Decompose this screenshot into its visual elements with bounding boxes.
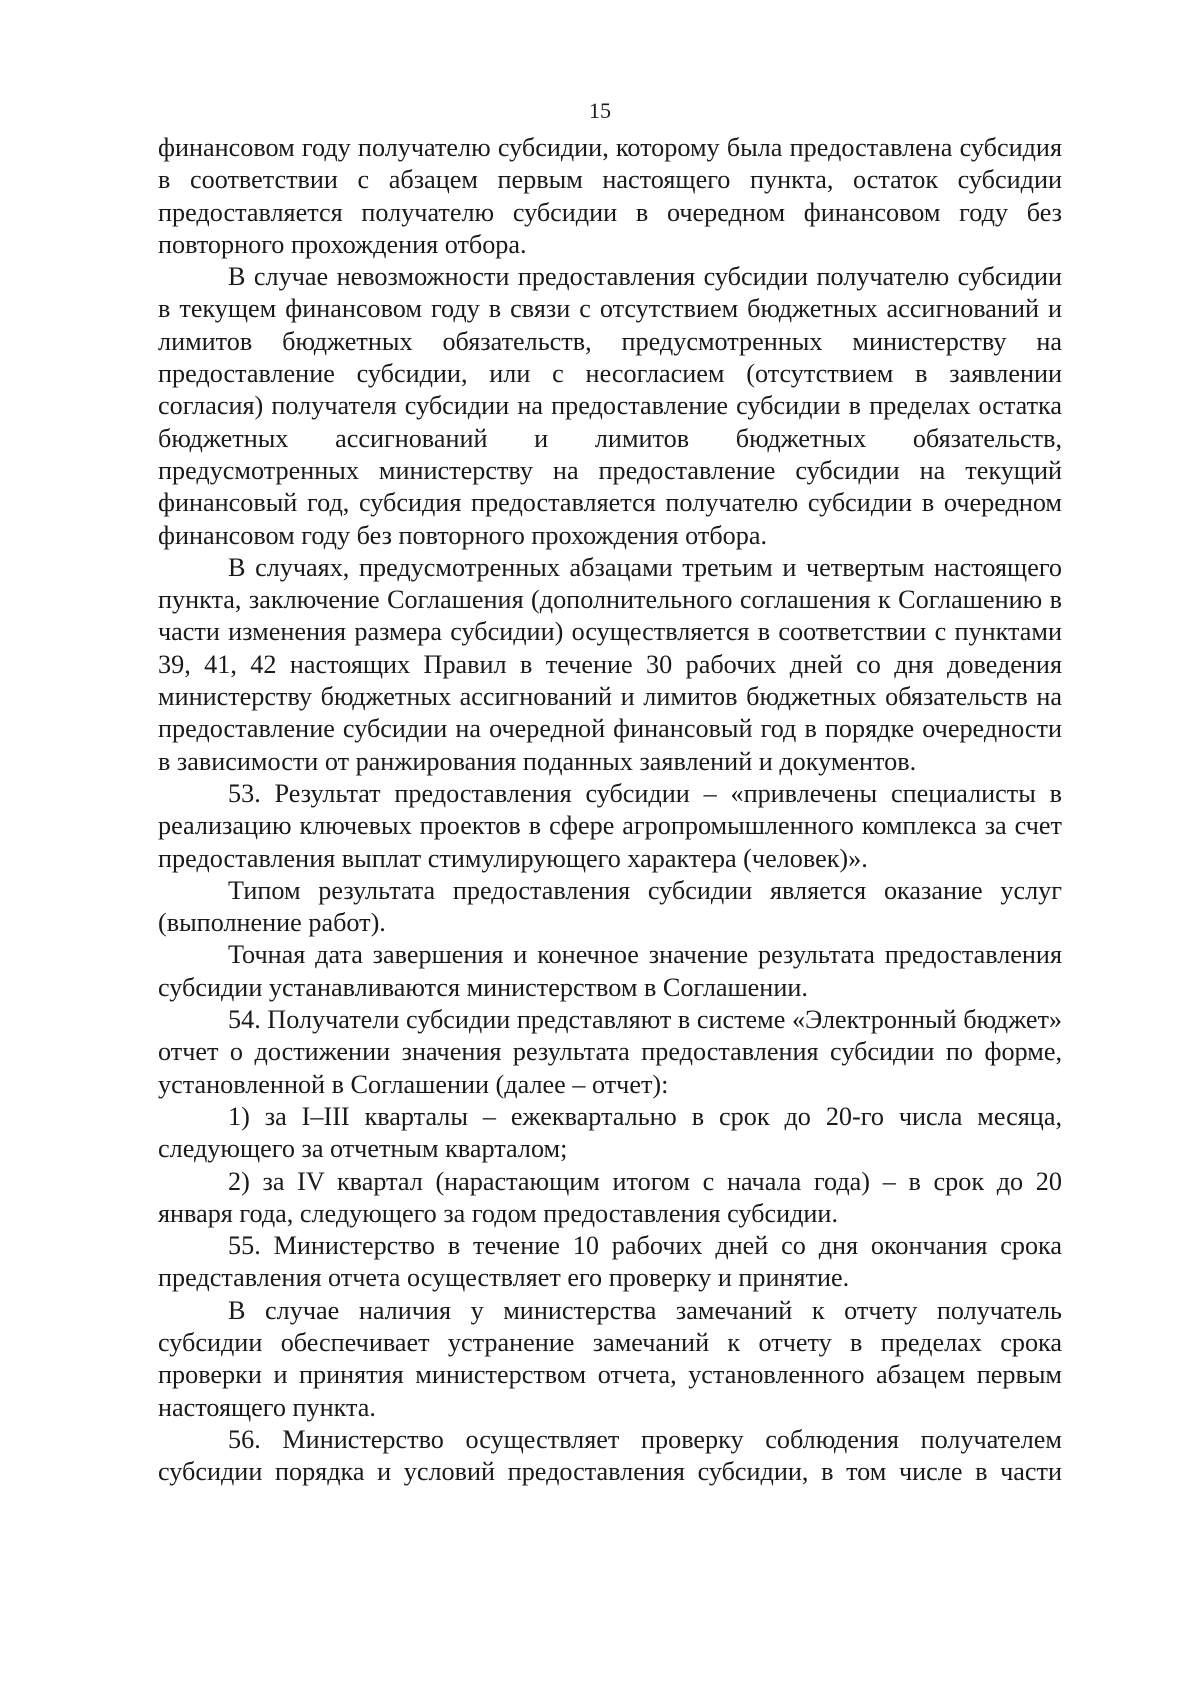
page-number: 15 bbox=[589, 98, 611, 123]
paragraph-remarks: В случае наличия у министерства замечаний к отчету получатель субсидии обеспечивает устранение замечаний к отчету в пределах срока проверки и принятия министерством отчета, установленного абзацем первым настоящего пункта. bbox=[158, 1295, 1062, 1422]
paragraph-item-54: 54. Получатели субсидии представляют в системе «Электронный бюджет» отчет о достижении значения результата предоставления субсидии по форме, установленной в Соглашении (далее – отчет): bbox=[158, 1005, 1062, 1099]
paragraph-item-56: 56. Министерство осуществляет проверку соблюдения получателем субсидии порядка и условий предоставления субсидии, в том числе в части bbox=[158, 1424, 1062, 1487]
paragraph-continuation: финансовом году получателю субсидии, которому была предоставлена субсидия в соответствии с абзацем первым настоящего пункта, остаток субсидии предоставляется получателю субсидии в очередном финансовом году без повторного прохождения отбора. bbox=[158, 133, 1062, 259]
paragraph-agreement-conclusion: В случаях, предусмотренных абзацами третьим и четвертым настоящего пункта, заключение Соглашения (дополнительного соглашения к Соглашению в части изменения размера субсидии) осуществляется в соответствии с пунктами 39, 41, 42 настоящих Правил в течение 30 рабочих дней со дня доведения министерству бюджетных ассигнований и лимитов бюджетных обязательств на предоставление субсидии на очередной финансовый год в порядке очередности в зависимости от ранжирования поданных заявлений и документов. bbox=[158, 552, 1062, 776]
paragraph-item-53: 53. Результат предоставления субсидии – «привлечены специалисты в реализацию ключевых проектов в сфере агропромышленного комплекса за счет предоставления выплат стимулирующего характера (человек)». bbox=[158, 778, 1062, 873]
paragraph-result-date: Точная дата завершения и конечное значение результата предоставления субсидии устанавливаются министерством в Соглашении. bbox=[158, 940, 1062, 1002]
list-item-quarter-4: 2) за IV квартал (нарастающим итогом с начала года) – в срок до 20 января года, следующего за годом предоставления субсидии. bbox=[158, 1166, 1062, 1228]
list-item-quarters-1-3: 1) за I–III кварталы – ежеквартально в срок до 20-го числа месяца, следующего за отчетным кварталом; bbox=[158, 1101, 1062, 1164]
paragraph-no-funds: В случае невозможности предоставления субсидии получателю субсидии в текущем финансовом году в связи с отсутствием бюджетных ассигнований и лимитов бюджетных обязательств, предусмотренных министерству на предоставление субсидии, или с несогласием (отсутствием в заявлении согласия) получателя субсидии на предоставление субсидии в пределах остатка бюджетных ассигнований и лимитов бюджетных обязательств, предусмотренных министерству на предоставление субсидии на текущий финансовый год, субсидия предоставляется получателю субсидии в очередном финансовом году без повторного прохождения отбора. bbox=[158, 262, 1062, 550]
document-body bbox=[158, 132, 1062, 1488]
paragraph-item-55: 55. Министерство в течение 10 рабочих дней со дня окончания срока представления отчета осуществляет его проверку и принятие. bbox=[158, 1231, 1062, 1293]
paragraph-result-type: Типом результата предоставления субсидии является оказание услуг (выполнение работ). bbox=[158, 875, 1062, 938]
